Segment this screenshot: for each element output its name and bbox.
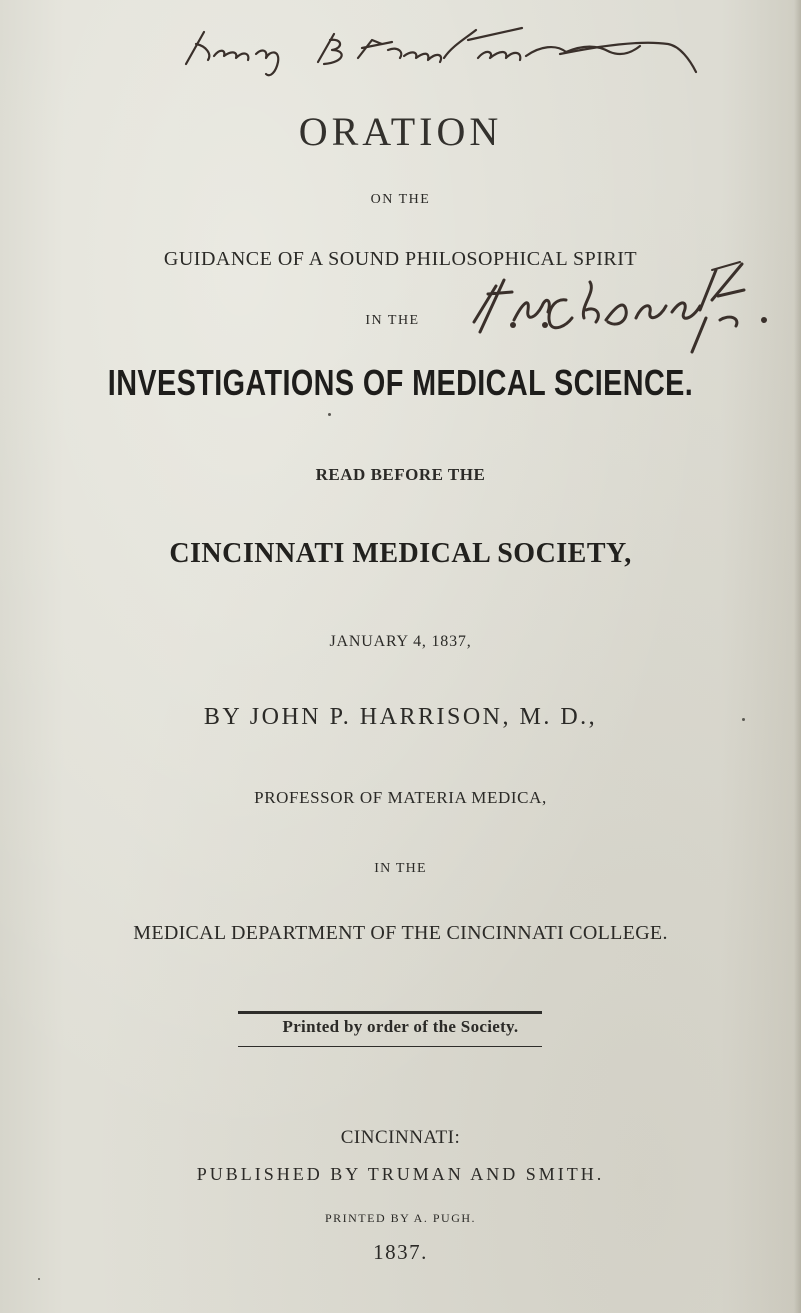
society-name: CINCINNATI MEDICAL SOCIETY, bbox=[169, 538, 632, 569]
rule-thin bbox=[238, 1046, 542, 1047]
connector-in-the: IN THE bbox=[365, 313, 420, 328]
subject-line: GUIDANCE OF A SOUND PHILOSOPHICAL SPIRIT bbox=[163, 248, 638, 270]
oration-date: JANUARY 4, 1837, bbox=[329, 633, 472, 650]
imprint-printer: PRINTED BY A. PUGH. bbox=[324, 1211, 477, 1225]
right-handwritten-signature bbox=[474, 262, 744, 352]
connector-on-the: ON THE bbox=[370, 192, 431, 207]
department-line: MEDICAL DEPARTMENT OF THE CINCINNATI COLLEGE. bbox=[133, 922, 668, 944]
paper-speck bbox=[742, 718, 745, 721]
main-heading: INVESTIGATIONS OF MEDICAL SCIENCE. bbox=[107, 362, 694, 403]
top-inscription-signature bbox=[186, 28, 696, 75]
rule-thick bbox=[238, 1011, 542, 1014]
author-line: BY JOHN P. HARRISON, M. D., bbox=[203, 704, 598, 730]
imprint-publisher: PUBLISHED BY TRUMAN AND SMITH. bbox=[196, 1164, 605, 1184]
printed-note: Printed by order of the Society. bbox=[282, 1017, 519, 1036]
imprint-year: 1837. bbox=[373, 1240, 428, 1264]
page-title: ORATION bbox=[298, 109, 503, 154]
paper-speck bbox=[38, 1278, 40, 1280]
connector-in-the-2: IN THE bbox=[374, 861, 427, 876]
professorship-line: PROFESSOR OF MATERIA MEDICA, bbox=[254, 788, 547, 807]
imprint-city: CINCINNATI: bbox=[340, 1127, 461, 1148]
read-before-line: READ BEFORE THE bbox=[315, 465, 486, 484]
paper-speck bbox=[328, 413, 331, 416]
